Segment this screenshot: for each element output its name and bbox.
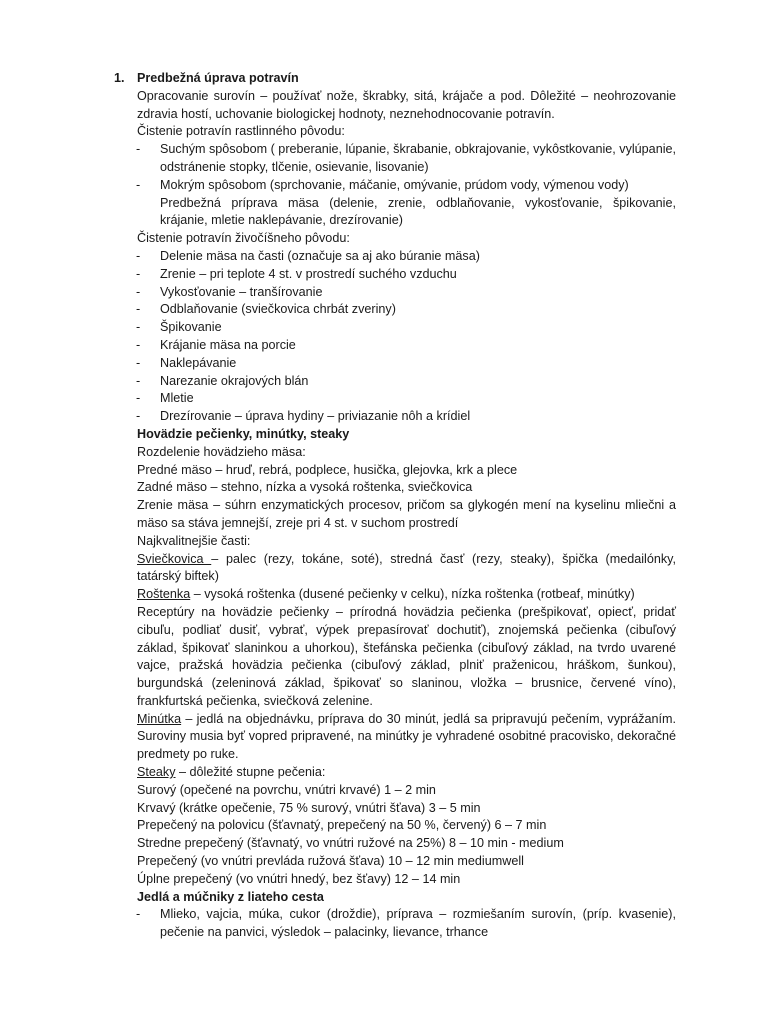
minutka-text: – jedlá na objednávku, príprava do 30 minút, jedlá sa pripravujú pečením, vyprážaním. Suroviny musia byť vopred pripravené, na minútky je vyhradené osobitné pracovisko, dekoračné predmety po ruke.	[137, 711, 676, 762]
list-item-text: Delenie mäsa na časti (označuje sa aj ako búranie mäsa)	[160, 248, 480, 263]
heading-number: 1.	[114, 71, 125, 85]
steaky-paragraph	[114, 764, 676, 782]
list-item-text: Mokrým spôsobom (sprchovanie, máčanie, omývanie, prúdom vody, výmenou vody)	[160, 177, 629, 192]
bullet-dash: -	[136, 409, 141, 424]
document-page	[114, 70, 676, 942]
list-item-text: Mlieko, vajcia, múka, cukor (droždie), príprava – rozmiešaním surovín, (príp. kvasenie), pečenie na panvici, výsledok – palacinky, lievance, trhance	[160, 907, 676, 940]
steak-level: Krvavý (krátke opečenie, 75 % surový, vnútri šťava) 3 – 5 min	[137, 800, 481, 815]
list-item	[114, 284, 676, 302]
list-item-text: Suchým spôsobom ( preberanie, lúpanie, škrabanie, obkrajovanie, vykôstkovanie, vylúpanie, odstránenie stopky, tlčenie, osievanie, lisovanie)	[160, 142, 676, 174]
beef-line: Predné mäso – hruď, rebrá, podplece, husička, glejovka, krk a plece	[137, 462, 518, 477]
list-item-text: Odblaňovanie (sviečkovica chrbát zveriny)	[160, 302, 396, 317]
list-item-text: Vykosťovanie – tranšírovanie	[160, 284, 323, 299]
list-item	[114, 337, 676, 355]
list-item-text: Naklepávanie	[160, 355, 237, 370]
minutka-paragraph	[114, 711, 676, 764]
steaky-text: – dôležité stupne pečenia:	[175, 765, 326, 780]
steaky-term: Steaky	[137, 765, 176, 780]
steak-level: Úplne prepečený (vo vnútri hnedý, bez šťavy) 12 – 14 min	[137, 871, 461, 886]
ripening-paragraph: Zrenie mäsa – súhrn enzymatických procesov, pričom sa glykogén mení na kyselinu mliečni a mäso sa stáva jemnejší, zreje pri 4 st. v suchom prostredí	[137, 498, 676, 530]
animal-title: Čistenie potravín živočíšneho pôvodu:	[137, 231, 350, 246]
bullet-dash: -	[136, 302, 141, 317]
list-item-text: Špikovanie	[160, 320, 222, 335]
best-parts-label: Najkvalitnejšie časti:	[137, 533, 251, 548]
heading-text: Predbežná úprava potravín	[137, 71, 299, 85]
list-item-text: Drezírovanie – úprava hydiny – priviazanie nôh a krídiel	[160, 409, 471, 424]
recipes-paragraph: Receptúry na hovädzie pečienky – prírodná hovädzia pečienka (prešpikovať, opiecť, pridať cibuľu, podliať dusiť, vybrať, výpek prepasírovať dochutiť), znojemská pečienka (cibuľový základ, špikovať slaninkou a uhorkou), štefánska pečienka (cibuľový základ, na tvrdo uvarené vajce, pražská hovädzia pečienka (cibuľový základ, plniť praženicou, hráškom, šunkou), burgundská (zeleninová základ, špikovať so slaninou, vložka – brusnice, červené víno), frankfurtská pečienka, sviečková zelenine.	[137, 604, 676, 708]
steak-level: Prepečený (vo vnútri prevláda ružová šťava) 10 – 12 min mediumwell	[137, 854, 524, 869]
section-heading	[114, 70, 676, 88]
bullet-dash: -	[136, 266, 141, 281]
batter-title: Jedlá a múčniky z liateho cesta	[137, 889, 324, 904]
bullet-dash: -	[136, 391, 141, 406]
list-item	[114, 355, 676, 373]
list-item	[114, 319, 676, 337]
sviečkovica-term: Sviečkovica	[137, 551, 212, 566]
list-item-text: Narezanie okrajových blán	[160, 373, 309, 388]
bullet-dash: -	[136, 177, 141, 192]
roštenka-paragraph	[114, 586, 676, 604]
bullet-dash: -	[136, 142, 141, 157]
bullet-dash: -	[136, 284, 141, 299]
list-item	[114, 141, 676, 177]
sviečkovica-paragraph	[114, 551, 676, 587]
steak-level: Prepečený na polovicu (šťavnatý, prepečený na 50 %, červený) 6 – 7 min	[137, 818, 547, 833]
minutka-term: Minútka	[137, 711, 182, 726]
list-item	[114, 248, 676, 266]
bullet-dash: -	[136, 373, 141, 388]
steak-level: Surový (opečené na povrchu, vnútri krvavé) 1 – 2 min	[137, 782, 436, 797]
list-item	[114, 408, 676, 426]
bullet-dash: -	[136, 337, 141, 352]
steak-level: Stredne prepečený (šťavnatý, vo vnútri ružové na 25%) 8 – 10 min - medium	[137, 836, 564, 851]
list-item-text: Krájanie mäsa na porcie	[160, 337, 296, 352]
beef-line: Zadné mäso – stehno, nízka a vysoká roštenka, sviečkovica	[137, 480, 473, 495]
bullet-dash: -	[136, 907, 141, 922]
list-item-text: Mletie	[160, 391, 194, 406]
list-item	[114, 177, 676, 195]
bullet-dash: -	[136, 355, 141, 370]
list-item-text: Zrenie – pri teplote 4 st. v prostredí suchého vzduchu	[160, 266, 457, 281]
bullet-dash: -	[136, 320, 141, 335]
bullet-dash: -	[136, 248, 141, 263]
roštenka-term: Roštenka	[137, 587, 191, 602]
list-item	[114, 373, 676, 391]
roštenka-text: – vysoká roštenka (dusené pečienky v celku), nízka roštenka (rotbeaf, minútky)	[190, 587, 635, 602]
plant-title: Čistenie potravín rastlinného pôvodu:	[137, 124, 345, 139]
list-item	[114, 390, 676, 408]
beef-title: Hovädzie pečienky, minútky, steaky	[137, 426, 350, 441]
sviečkovica-text: – palec (rezy, tokáne, soté), stredná časť (rezy, steaky), špička (medailónky, tatárský biftek)	[137, 551, 676, 584]
intro-paragraph: Opracovanie surovín – používať nože, škrabky, sitá, krájače a pod. Dôležité – neohrozovanie zdravia hostí, uchovanie biologickej hodnoty, neznehodnocovanie potravín.	[137, 88, 676, 121]
list-item	[114, 301, 676, 319]
beef-line: Rozdelenie hovädzieho mäsa:	[137, 444, 306, 459]
list-item	[114, 906, 676, 942]
plant-note: Predbežná príprava mäsa (delenie, zrenie, odblaňovanie, vykosťovanie, špikovanie, krájanie, mletie naklepávanie, drezírovanie)	[160, 195, 676, 228]
list-item	[114, 266, 676, 284]
